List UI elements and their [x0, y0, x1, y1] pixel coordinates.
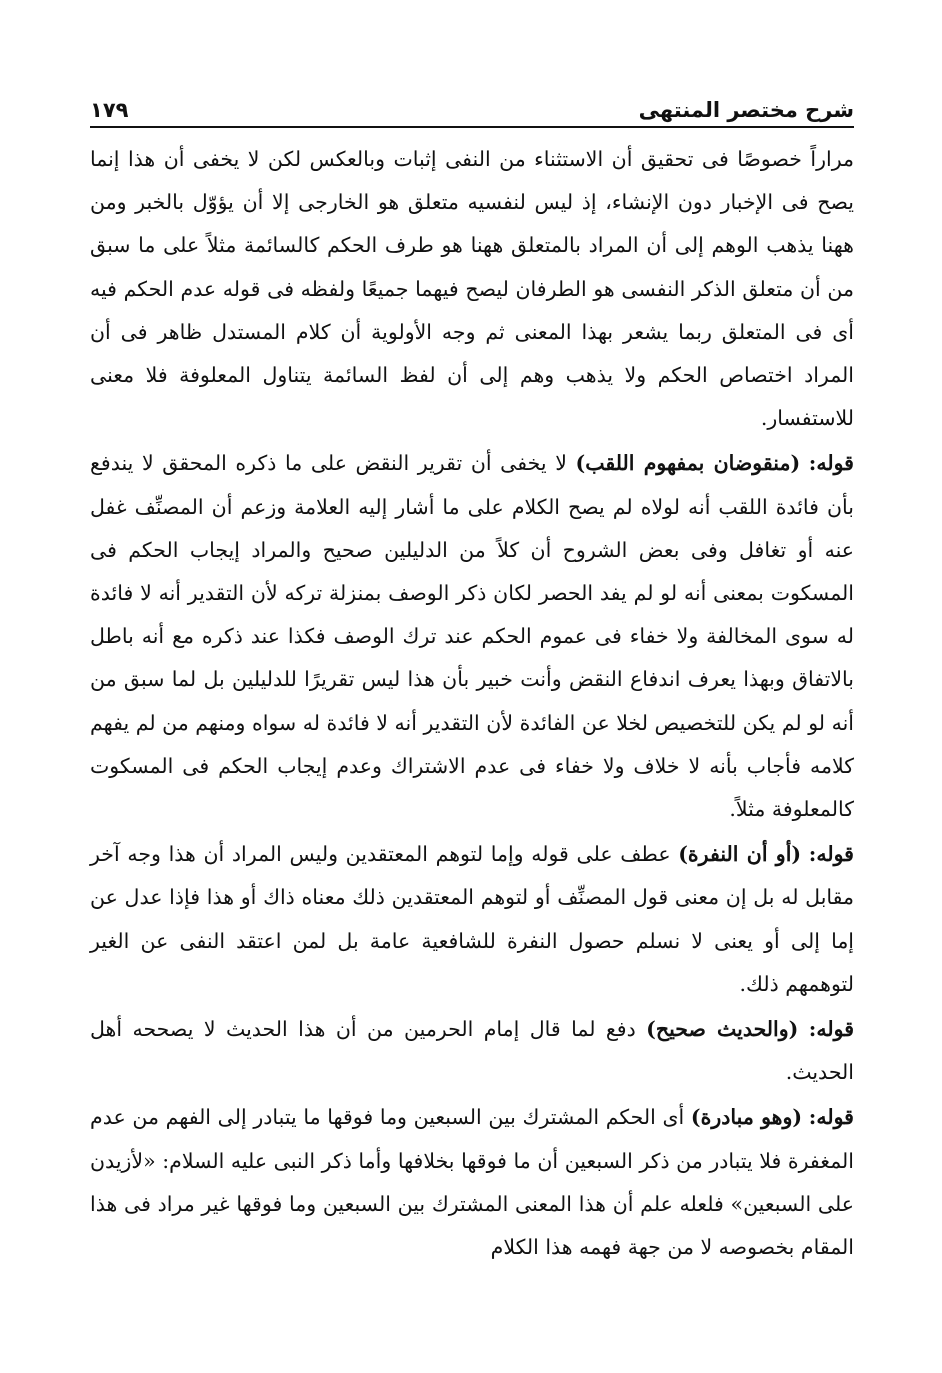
paragraph-label: قوله:	[808, 451, 854, 476]
paragraph-text: عطف على قوله وإما لتوهم المعتقدين وليس المراد أن هذا وجه آخر مقابل له بل إن معنى قول المصنِّف أو لتوهم المعتقدين ذلك معناه ذاك أو هذا فإذا عدل عن إما إلى أو يعنى لا نسلم حصول النفرة للشافعية عامة بل لمن اعتقد النفى عن الغير لتوهمهم ذلك.	[90, 842, 854, 996]
paragraph-text: أى الحكم المشترك بين السبعين وما فوقها ما يتبادر إلى الفهم من عدم المغفرة فلا يتبادر من ذكر السبعين أن ما فوقها بخلافها وأما ذكر النبى عليه السلام: «لأزيدن على السبعين» فلعله علم أن هذا المعنى المشترك بين السبعين وما فوقها غير مراد فى هذا المقام بخصوصه لا من جهة فهمه هذا الكلام	[90, 1105, 854, 1260]
quoted-phrase: (أو أن النفرة)	[678, 842, 802, 867]
paragraph-label: قوله:	[808, 842, 854, 867]
quoted-phrase: (والحديث صحيح)	[646, 1017, 799, 1042]
paragraph-text: دفع لما قال إمام الحرمين من أن هذا الحديث لا يصححه أهل الحديث.	[90, 1017, 854, 1085]
paragraph	[90, 1008, 854, 1094]
header-title: شرح مختصر المنتهى	[638, 98, 854, 122]
paragraph	[90, 833, 854, 1006]
paragraph-text: لا يخفى أن تقرير النقض على ما ذكره المحقق لا يندفع بأن فائدة اللقب أنه لولاه لم يصح الكلام على ما أشار إليه العلامة وزعم أن المصنِّف غفل عنه أو تغافل وفى بعض الشروح أن كلاً من الدليلين صحيح والمراد إيجاب الحكم فى المسكوت بمعنى أنه لو لم يفد الحصر لكان ذكر الوصف بمنزلة تركه لأن التقدير أنه لا فائدة له سوى المخالفة ولا خفاء فى عموم الحكم عند ترك الوصف فكذا عند ذكره مع أنه باطل بالاتفاق وبهذا يعرف اندفاع النقض وأنت خبير بأن هذا ليس تقريرًا للدليلين بل لما سبق من أنه لو لم يكن للتخصيص لخلا عن الفائدة لأن التقدير أنه لا فائدة له سواه ومنهم من لم يفهم كلامه فأجاب بأنه لا خلاف ولا خفاء فى عدم الاشتراك وعدم إيجاب الحكم فى المسكوت كالمعلوفة مثلاً.	[90, 451, 854, 822]
paragraph-label: قوله:	[808, 1105, 854, 1130]
page-number: ١٧٩	[90, 98, 129, 122]
paragraph	[90, 1096, 854, 1269]
quoted-phrase: (وهو مبادرة)	[690, 1105, 803, 1130]
body-text	[90, 138, 854, 1271]
paragraph-label: قوله:	[808, 1017, 854, 1042]
paragraph	[90, 442, 854, 831]
paragraph-text: مراراً خصوصًا فى تحقيق أن الاستثناء من النفى إثبات وبالعكس لكن لا يخفى أن هذا إنما يصح فى الإخبار دون الإنشاء، إذ ليس لنفسيه متعلق هو الخارجى إلا أن يؤوّل بالخبر ومن ههنا يذهب الوهم إلى أن المراد بالمتعلق ههنا هو طرف الحكم كالسائمة مثلاً على ما سبق من أن متعلق الذكر النفسى هو الطرفان ليصح فيهما جميعًا ولفظه فى قوله عدم الحكم فيه أى فى المتعلق ربما يشعر بهذا المعنى ثم وجه الأولوية أن كلام المستدل ظاهر فى أن المراد اختصاص الحكم ولا يذهب وهم إلى أن لفظ السائمة يتناول المعلوفة فلا معنى للاستفسار.	[90, 147, 854, 431]
running-header	[90, 86, 854, 128]
paragraph	[90, 138, 854, 440]
quoted-phrase: (منقوضان بمفهوم اللقب)	[575, 451, 801, 476]
